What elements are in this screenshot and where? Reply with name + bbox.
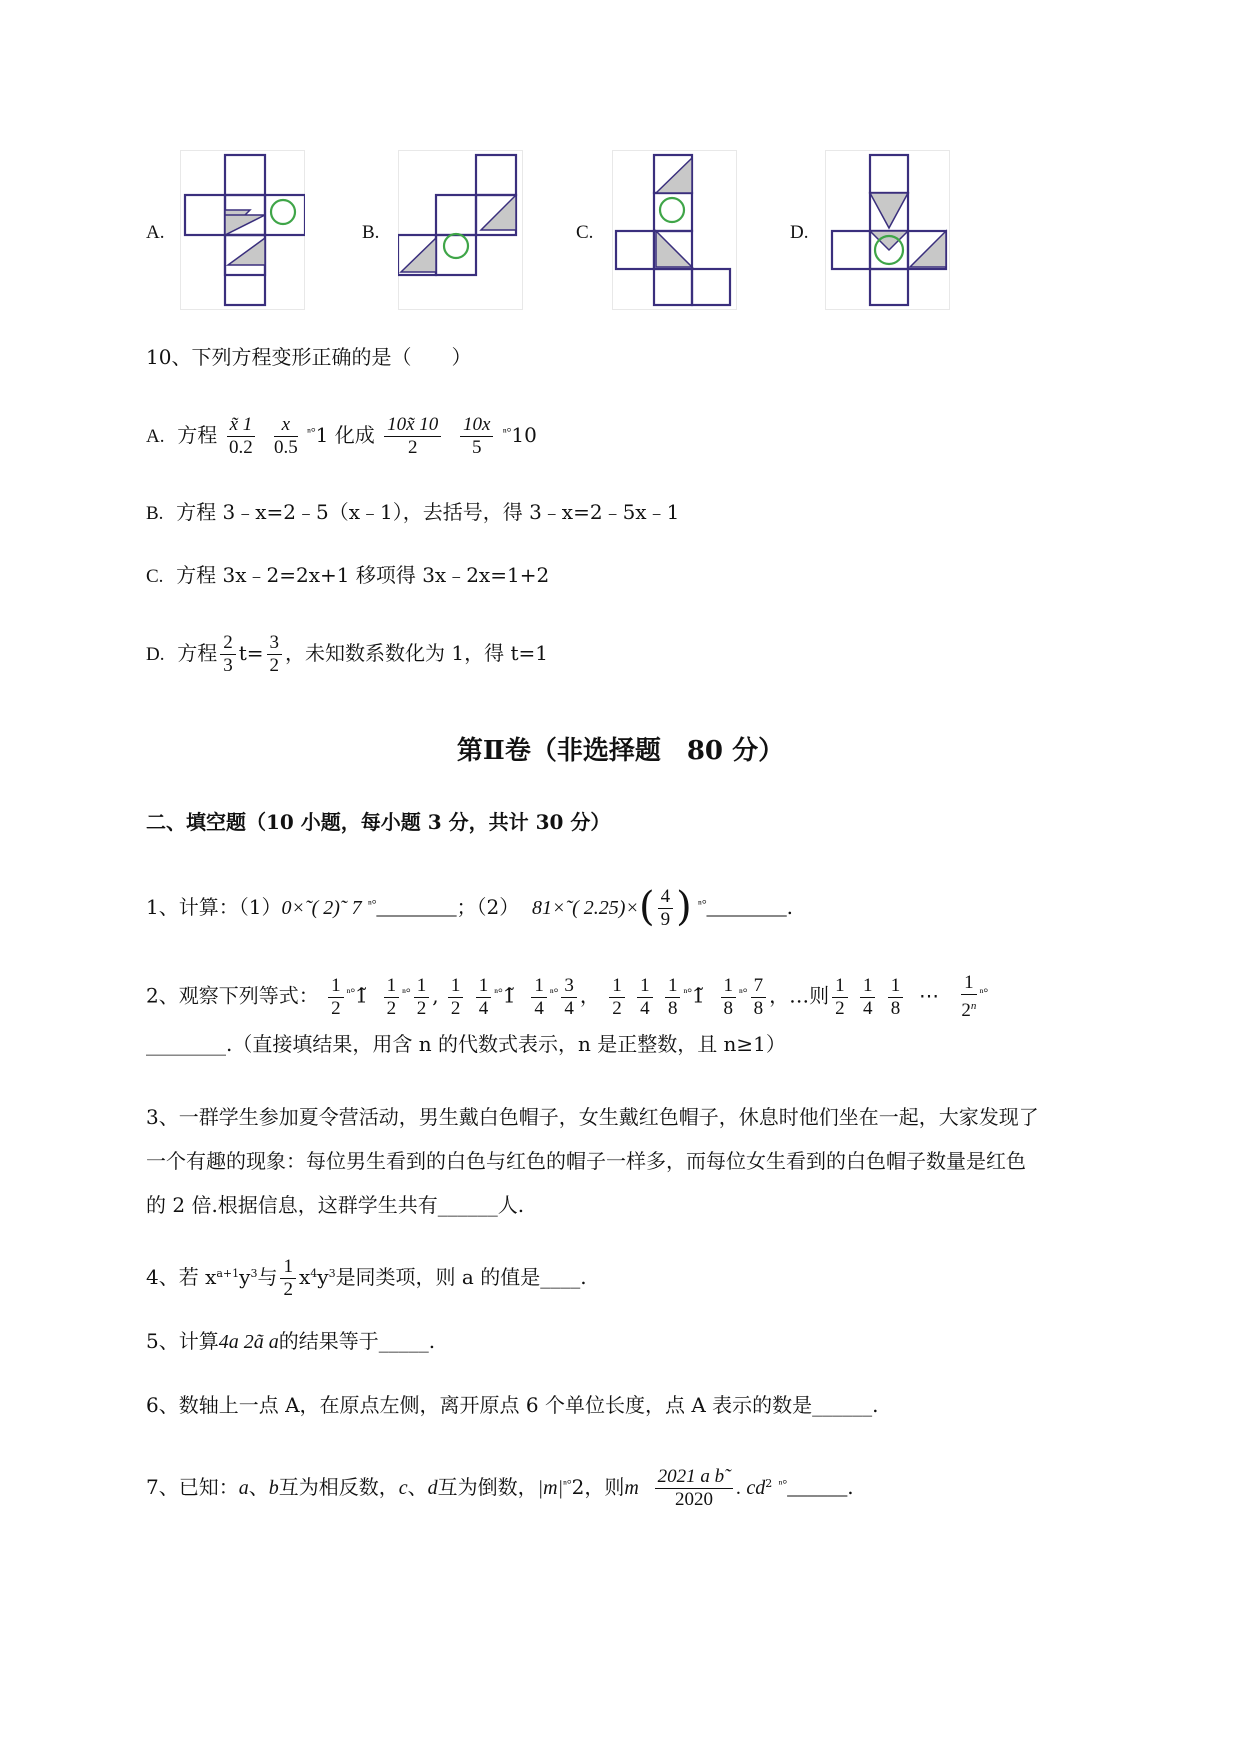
q1-frac: $\frac{4}{9}$ (658, 886, 674, 931)
section2-heading: 二、填空题（10 小题，每小题 3 分，共计 30 分） (146, 810, 611, 834)
q10-a-text3: 10 (511, 423, 537, 447)
q3-line3: 的 2 倍.根据信息，这群学生共有______人. (146, 1193, 525, 1217)
q3 (146, 1095, 1146, 1227)
q10-c-label: C. (146, 566, 164, 587)
q4: 4、若 $x^{a+1}y^3$与 $\frac{1}{2}$ $x^4y^3$是同类项，则 a 的值是____. (146, 1256, 587, 1300)
option-label-a: A. (146, 222, 165, 243)
q10-b-label: B. (146, 503, 164, 524)
q10-d-label: D. (146, 644, 165, 665)
q7: 7、已知：a、b互为相反数，c、d互为倒数，$|m|^{^n^\circ}2$，则m $\frac{\text{2021 a b˜}}{2020}$ . $cd^2$ $^{^n^\circ}$______. (146, 1466, 854, 1510)
q2-line2: ________.（直接填结果，用含 n 的代数式表示，n 是正整数，且 n≥1） (146, 1032, 786, 1056)
q10-d-text2: t= (238, 641, 264, 665)
cube-net-c (612, 150, 737, 310)
q10-b-text: 方程 3﹣x=2﹣5（x﹣1），去括号，得 3﹣x=2﹣5x﹣1 (176, 500, 680, 524)
q10-stem: 10、下列方程变形正确的是（ ） (146, 345, 472, 369)
q10-a-frac3: $\frac{10x̃ 10}{2}$ (384, 414, 441, 459)
q10-c-text: 方程 3x﹣2=2x+1 移项得 3x﹣2x=1+2 (176, 563, 550, 587)
q2-line1: 2、观察下列等式： $\frac{1}{2}$ $^{^n^\circ}$1̃ $\frac{1}{2}$ $^{^n^\circ}$ $\frac{1}{2}$ , $\frac{1}{2}$ $\frac{1}{4}$ $^{^n^\circ}$1̃ $\frac{1}{4}$ $^{^n^\circ}$ $\frac{3}{4}$ ， $\frac{1}{2}$ $\frac{1}{4}$ $\frac{1}{8}$ $^{^n^\circ}$1̃ $\frac{1}{8}$ $^{^n^\circ}$ $\frac{7}{8}$ ，…则 $\frac{1}{2}$ $\frac{1}{4}$ $\frac{1}{8}$ ⋯ $\frac{1}{2^n}$ $^{^n^\circ}$ (146, 972, 989, 1021)
q10-d-text3: ，未知数系数化为 1，得 t=1 (285, 641, 548, 665)
cube-net-a (180, 150, 305, 310)
q10-a-text2: 1 化成 (315, 423, 375, 447)
option-label-d: D. (790, 222, 809, 243)
q10-d-frac2: $\frac{3}{2}$ (267, 632, 283, 677)
q6: 6、数轴上一点 A，在原点左侧，离开原点 6 个单位长度，点 A 表示的数是______. (146, 1393, 879, 1417)
q10-option-d (146, 632, 548, 677)
q4-frac: $\frac{1}{2}$ (280, 1256, 296, 1301)
q5: 5、计算4a 2ã a的结果等于_____. (146, 1329, 436, 1353)
q10-option-b (146, 498, 679, 528)
q10-a-frac4: $\frac{10x}{5}$ (460, 414, 493, 459)
q7-frac: $\frac{\text{2021 a b˜}}{2020}$ (655, 1466, 734, 1511)
q10-a-label: A. (146, 426, 165, 447)
q1: 1、计算：（1）0×˜( 2)˜ 7 $^{^n^\circ}$________；（2） 81×˜( 2.25)×( $\frac{4}{9}$ ) $^{^n^\circ}$________. (146, 884, 793, 930)
option-label-c: C. (576, 222, 594, 243)
q10-a-frac1: $\frac{x̃ 1}{0.2}$ (227, 414, 256, 459)
q3-line1: 3、一群学生参加夏令营活动，男生戴白色帽子，女生戴红色帽子，休息时他们坐在一起，大家发现了 (146, 1105, 1039, 1129)
part2-title: 第Ⅱ卷（非选择题 80 分） (456, 736, 785, 766)
option-label-b: B. (362, 222, 380, 243)
q10-option-c (146, 561, 549, 591)
cube-net-b (398, 150, 523, 310)
q10-d-frac1: $\frac{2}{3}$ (220, 632, 236, 677)
cube-net-d (825, 150, 950, 310)
q10-a-frac2: $\frac{x}{0.5}$ (273, 414, 298, 458)
q10-a-text1: 方程 (177, 423, 218, 447)
q10-option-a: A. 方程 $\frac{x̃ 1}{0.2}$ $\frac{x}{0.5}$ $^{^n^\circ}$1 化成 $\frac{10x̃ 10}{2}$ $\frac{10x}{5}$ $^{^n^\circ}$10 (146, 414, 537, 458)
q10-d-text1: 方程 (177, 641, 218, 665)
q3-line2: 一个有趣的现象：每位男生看到的白色与红色的帽子一样多，而每位女生看到的白色帽子数量是红色 (146, 1149, 1026, 1173)
